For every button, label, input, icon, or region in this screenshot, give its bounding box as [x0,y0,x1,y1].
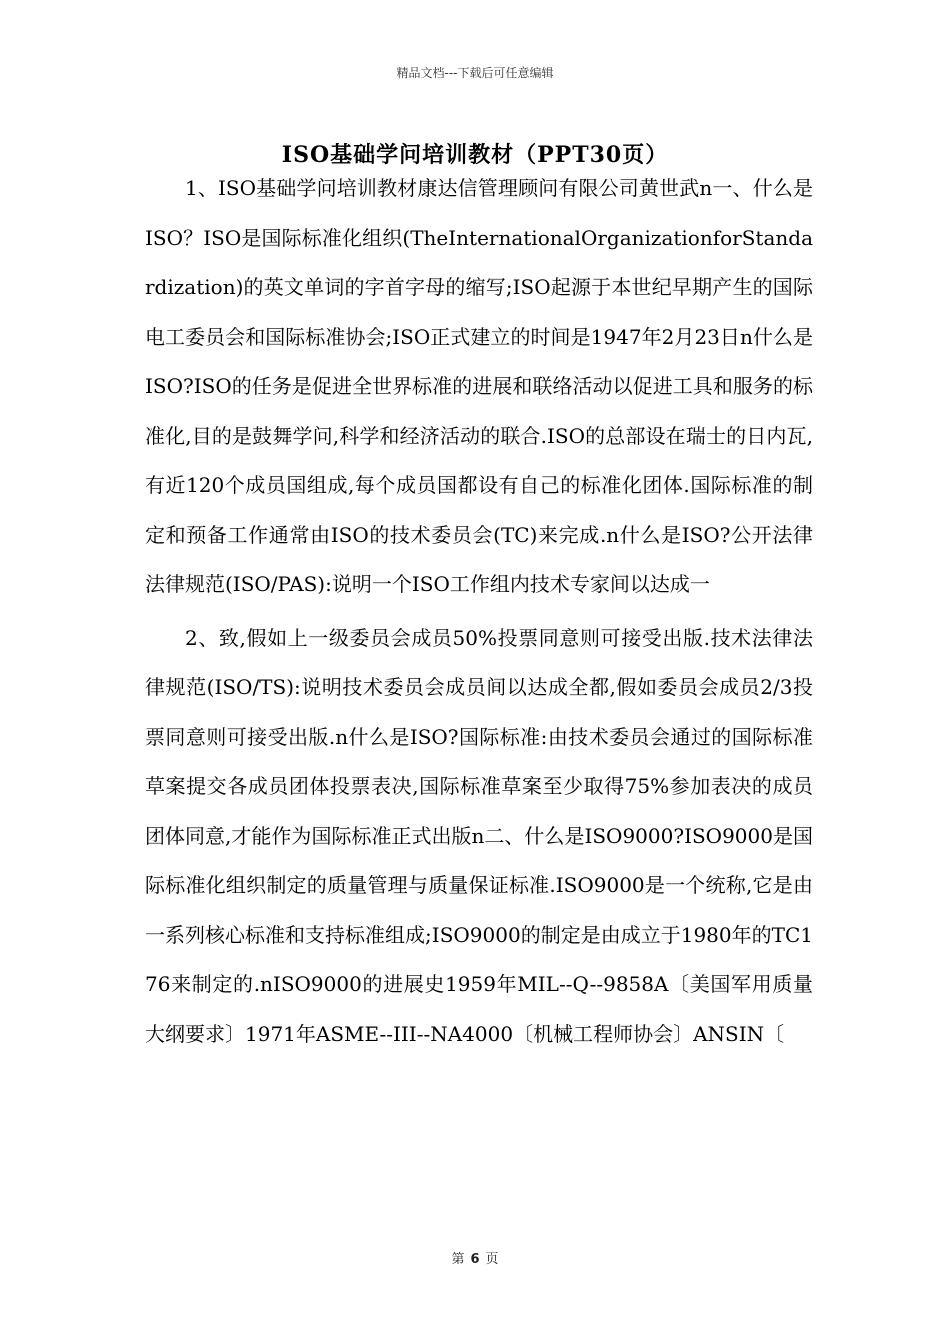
document-title: ISO基础学问培训教材（PPT30页） [281,142,669,168]
header-note: 精品文档---下载后可任意编辑 [396,66,554,80]
page-number-value: 6 [470,1252,480,1267]
paragraph-1: 1、ISO基础学问培训教材康达信管理顾问有限公司黄世武n一、什么是ISO？ISO是国际标准化组织(TheInternationalOrganizationforStandardization)的英文单词的字首字母的缩写;ISO起源于本世纪早期产生的国际电工委员会和国际标准协会;ISO正式建立的时间是1947年2月23日n什么是ISO?ISO的任务是促进全世界标准的进展和联络活动以促进工具和服务的标准化,目的是鼓舞学问,科学和经济活动的联合.ISO的总部设在瑞士的日内瓦,有近120个成员国组成,每个成员国都设有自己的标准化团体.国际标准的制定和预备工作通常由ISO的技术委员会(TC)来完成.n什么是ISO?公开法律法律规范(ISO/PAS):说明一个ISO工作组内技术专家间以达成一 [145,176,813,596]
page-number-suffix: 页 [485,1252,499,1267]
page-number-prefix: 第 [451,1252,465,1267]
page-number [0,1248,950,1267]
document-body [145,164,813,1063]
paragraph-2: 2、致,假如上一级委员会成员50%投票同意则可接受出版.技术法律法律规范(ISO/TS):说明技术委员会成员间以达成全都,假如委员会成员2/3投票同意则可接受出版.n什么是ISO?国际标准:由技术委员会通过的国际标准草案提交各成员团体投票表决,国际标准草案至少取得75%参加表决的成员团体同意,才能作为国际标准正式出版n二、什么是ISO9000?ISO9000是国际标准化组织制定的质量管理与质量保证标准.ISO9000是一个统称,它是由一系列核心标准和支持标准组成;ISO9000的制定是由成立于1980年的TC176来制定的.nISO9000的进展史1959年MIL--Q--9858A〔美国军用质量大纲要求〕1971年ASME--III--NA4000〔机械工程师协会〕ANSIN〔 [145,625,813,1046]
